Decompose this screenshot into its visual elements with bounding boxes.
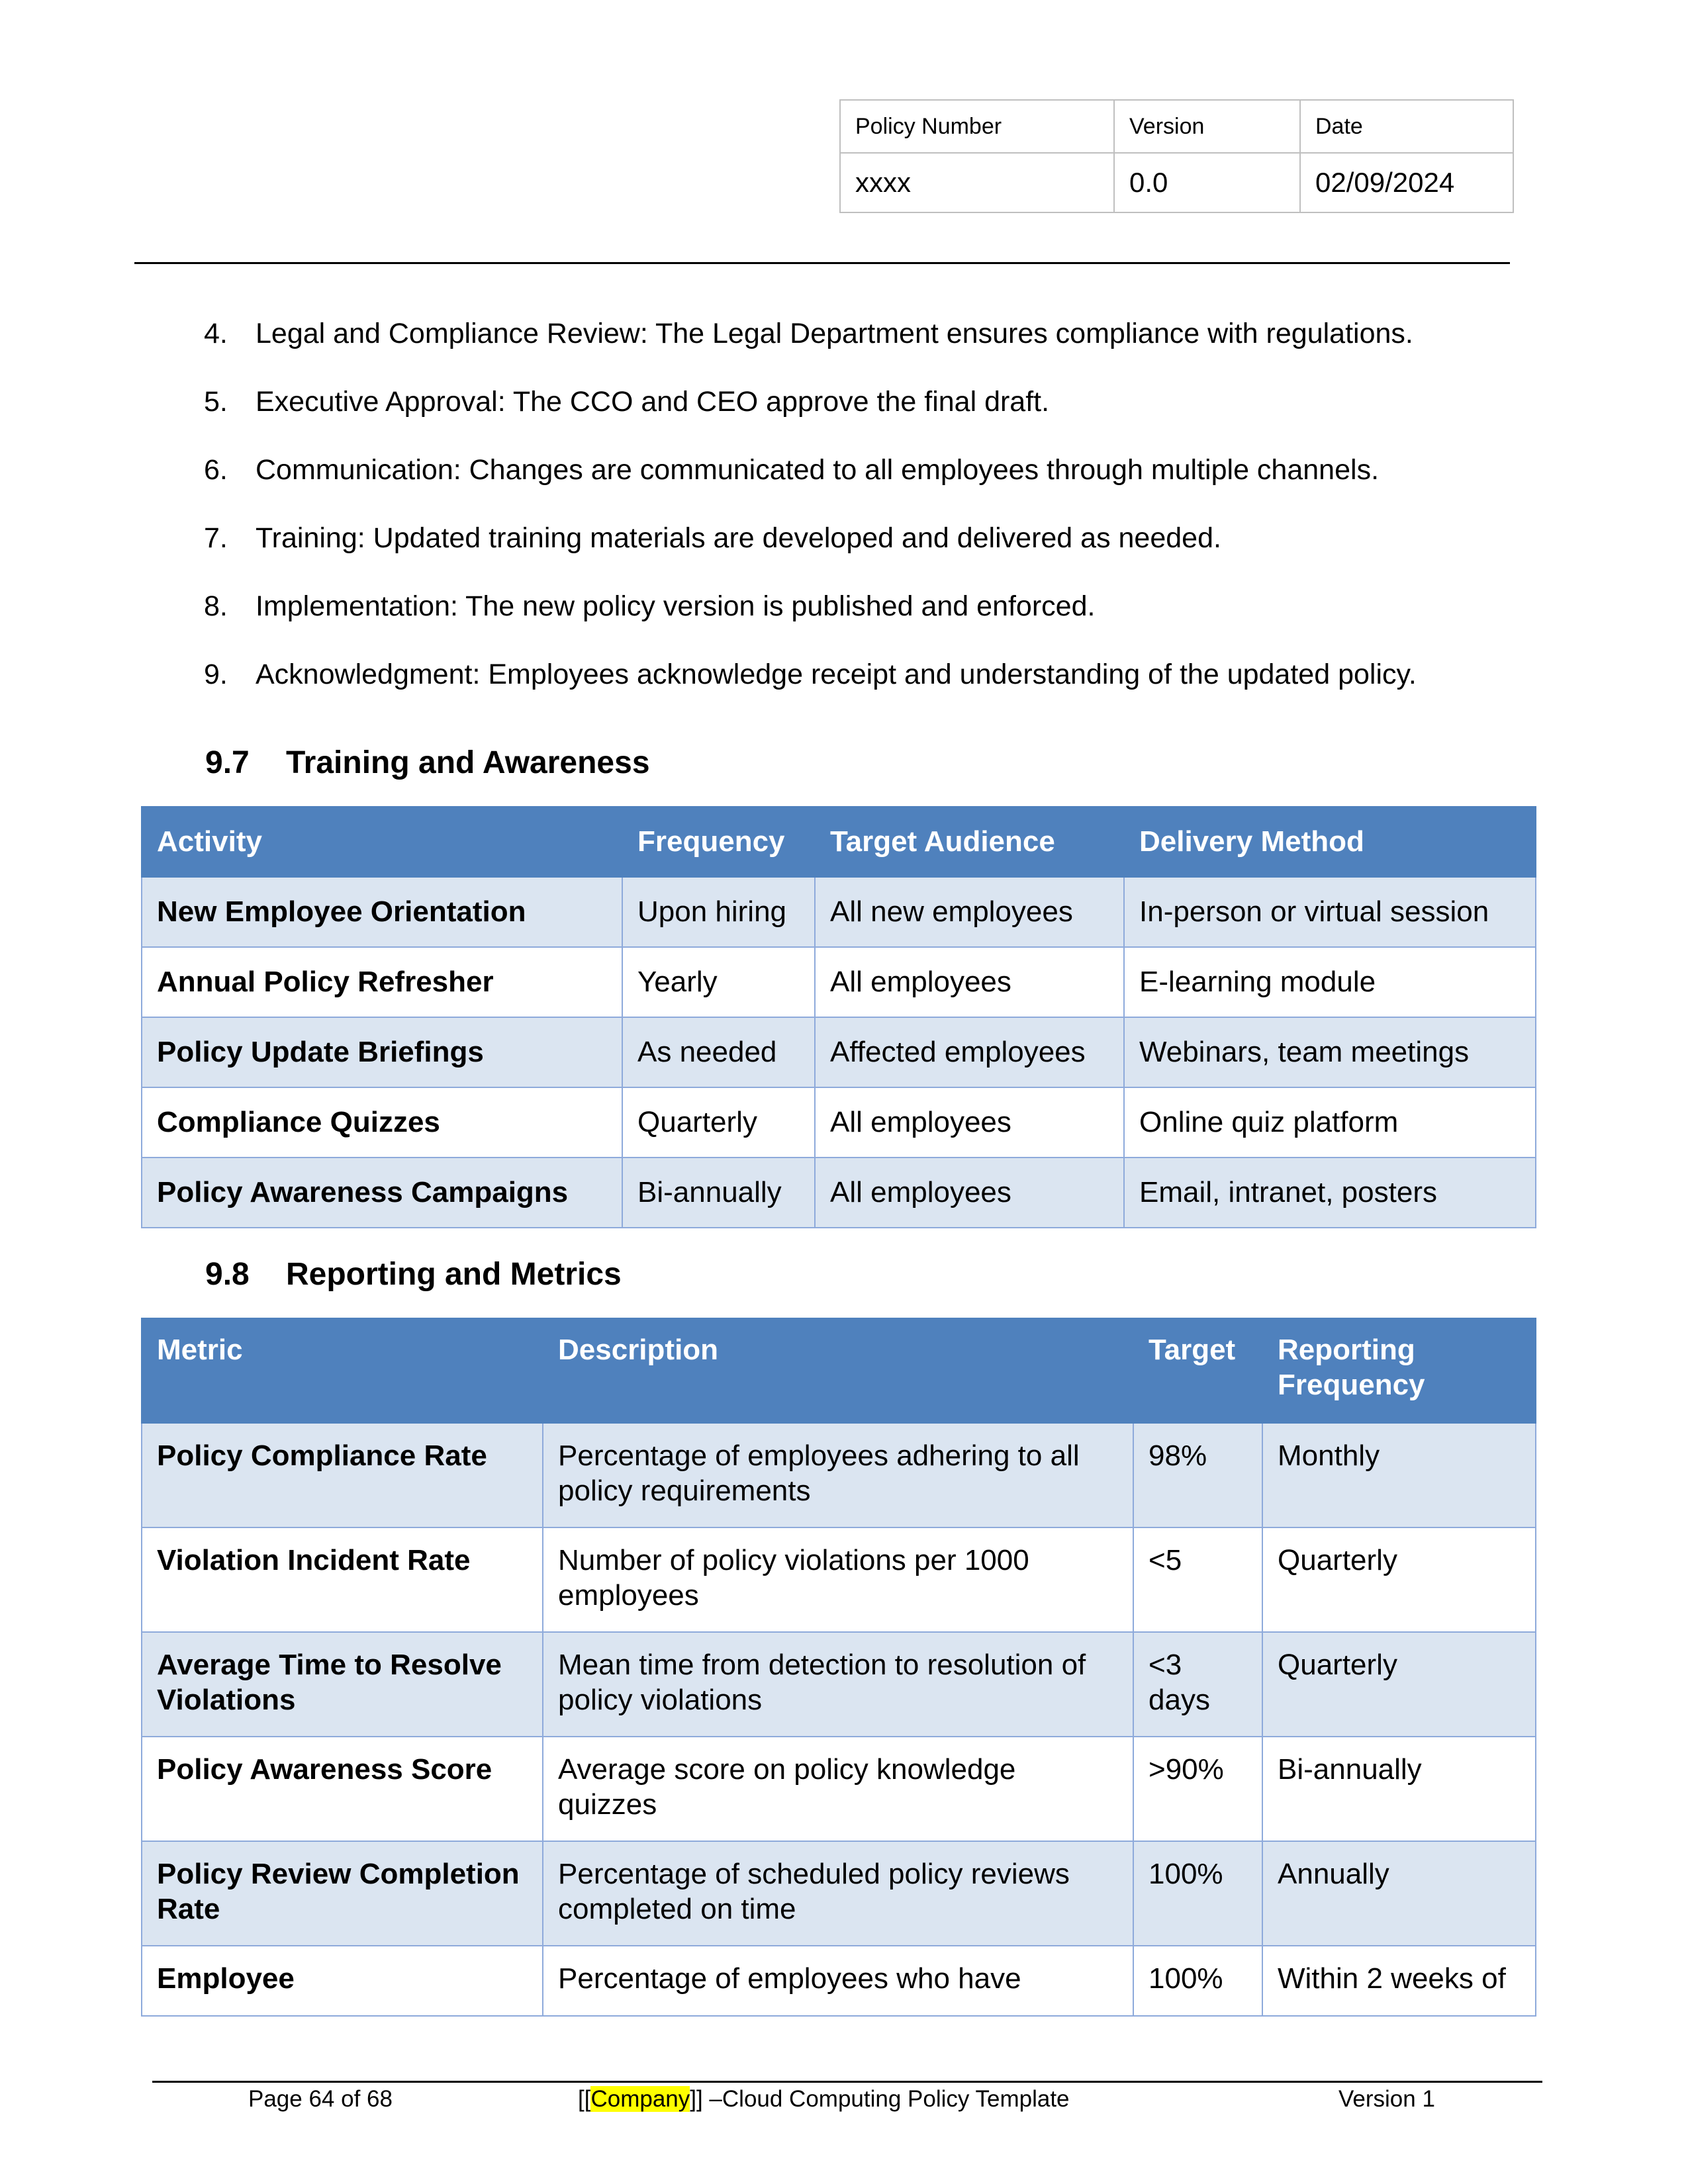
table-row bbox=[142, 1841, 1536, 1946]
column-header-reporting-frequency: Reporting Frequency bbox=[1262, 1318, 1536, 1423]
column-header-frequency: Frequency bbox=[622, 807, 815, 877]
table-cell: Upon hiring bbox=[622, 877, 815, 947]
table-row bbox=[142, 1017, 1536, 1087]
list-item bbox=[204, 385, 1417, 453]
policy-meta-value-row bbox=[840, 153, 1513, 212]
list-item bbox=[204, 521, 1417, 589]
table-cell: <5 bbox=[1133, 1527, 1262, 1632]
date-value: 02/09/2024 bbox=[1300, 153, 1513, 212]
table-cell: >90% bbox=[1133, 1737, 1262, 1841]
column-header-description: Description bbox=[543, 1318, 1133, 1423]
table-cell: Webinars, team meetings bbox=[1124, 1017, 1536, 1087]
table-row bbox=[142, 947, 1536, 1017]
table-cell: All employees bbox=[815, 1087, 1124, 1158]
table-cell: Annual Policy Refresher bbox=[142, 947, 622, 1017]
table-cell: Online quiz platform bbox=[1124, 1087, 1536, 1158]
header-divider bbox=[134, 262, 1510, 264]
table-cell: Quarterly bbox=[1262, 1632, 1536, 1737]
table-row bbox=[142, 1737, 1536, 1841]
table-cell: Percentage of scheduled policy reviews completed on time bbox=[543, 1841, 1133, 1946]
policy-meta-table bbox=[839, 99, 1514, 213]
table-header-row bbox=[142, 807, 1536, 877]
policy-meta-header-row bbox=[840, 100, 1513, 153]
list-item-number: 9. bbox=[204, 659, 228, 690]
list-item bbox=[204, 657, 1417, 725]
list-item bbox=[204, 316, 1417, 385]
table-cell: Policy Review Completion Rate bbox=[142, 1841, 543, 1946]
table-cell: All employees bbox=[815, 1158, 1124, 1228]
version-label: Version bbox=[1114, 100, 1300, 153]
list-item-number: 8. bbox=[204, 590, 228, 622]
column-header-target: Target bbox=[1133, 1318, 1262, 1423]
table-cell: Email, intranet, posters bbox=[1124, 1158, 1536, 1228]
table-cell: Bi-annually bbox=[622, 1158, 815, 1228]
table-cell: As needed bbox=[622, 1017, 815, 1087]
table-cell: Monthly bbox=[1262, 1423, 1536, 1527]
list-item-text: Training: Updated training materials are developed and delivered as needed. bbox=[256, 522, 1221, 554]
column-header-metric: Metric bbox=[142, 1318, 543, 1423]
section-heading-training bbox=[205, 745, 650, 781]
table-cell: Annually bbox=[1262, 1841, 1536, 1946]
section-title: Reporting and Metrics bbox=[286, 1257, 622, 1292]
table-cell: In-person or virtual session bbox=[1124, 877, 1536, 947]
footer-company-prefix: [[ bbox=[578, 2086, 591, 2112]
table-cell: Quarterly bbox=[622, 1087, 815, 1158]
table-row bbox=[142, 1632, 1536, 1737]
policy-number-label: Policy Number bbox=[840, 100, 1114, 153]
table-cell: Number of policy violations per 1000 employees bbox=[543, 1527, 1133, 1632]
training-awareness-table bbox=[141, 806, 1536, 1228]
table-cell: 100% bbox=[1133, 1946, 1262, 2016]
column-header-delivery-method: Delivery Method bbox=[1124, 807, 1536, 877]
table-cell: All employees bbox=[815, 947, 1124, 1017]
column-header-activity: Activity bbox=[142, 807, 622, 877]
table-cell: Average Time to Resolve Violations bbox=[142, 1632, 543, 1737]
list-item-text: Communication: Changes are communicated to all employees through multiple channels. bbox=[256, 454, 1380, 486]
table-cell: Within 2 weeks of bbox=[1262, 1946, 1536, 2016]
section-heading-metrics bbox=[205, 1256, 622, 1293]
table-cell: Compliance Quizzes bbox=[142, 1087, 622, 1158]
list-item bbox=[204, 589, 1417, 657]
footer-document-title bbox=[578, 2086, 1070, 2113]
policy-number-value: xxxx bbox=[840, 153, 1114, 212]
table-cell: 100% bbox=[1133, 1841, 1262, 1946]
list-item-text: Implementation: The new policy version is published and enforced. bbox=[256, 590, 1096, 622]
table-cell: Mean time from detection to resolution of policy violations bbox=[543, 1632, 1133, 1737]
table-cell: Quarterly bbox=[1262, 1527, 1536, 1632]
table-cell: All new employees bbox=[815, 877, 1124, 947]
footer-page-number: Page 64 of 68 bbox=[248, 2086, 393, 2112]
review-steps-list bbox=[204, 316, 1417, 725]
table-cell: Violation Incident Rate bbox=[142, 1527, 543, 1632]
table-row bbox=[142, 1158, 1536, 1228]
table-cell: Policy Awareness Score bbox=[142, 1737, 543, 1841]
date-label: Date bbox=[1300, 100, 1513, 153]
table-cell: E-learning module bbox=[1124, 947, 1536, 1017]
list-item bbox=[204, 453, 1417, 521]
table-header-row bbox=[142, 1318, 1536, 1423]
table-row bbox=[142, 1087, 1536, 1158]
footer-divider bbox=[152, 2081, 1542, 2083]
list-item-number: 4. bbox=[204, 318, 228, 349]
table-cell: Affected employees bbox=[815, 1017, 1124, 1087]
section-number: 9.8 bbox=[205, 1257, 250, 1292]
footer-company-placeholder: Company bbox=[590, 2086, 690, 2112]
list-item-text: Legal and Compliance Review: The Legal Department ensures compliance with regulations. bbox=[256, 318, 1413, 349]
list-item-text: Acknowledgment: Employees acknowledge receipt and understanding of the updated policy. bbox=[256, 659, 1417, 690]
list-item-number: 5. bbox=[204, 386, 228, 418]
table-row bbox=[142, 877, 1536, 947]
list-item-number: 6. bbox=[204, 454, 228, 486]
list-item-number: 7. bbox=[204, 522, 228, 554]
table-row bbox=[142, 1946, 1536, 2016]
table-cell: Policy Update Briefings bbox=[142, 1017, 622, 1087]
list-item-text: Executive Approval: The CCO and CEO approve the final draft. bbox=[256, 386, 1050, 418]
table-cell: <3 days bbox=[1133, 1632, 1262, 1737]
table-cell: Policy Compliance Rate bbox=[142, 1423, 543, 1527]
table-cell: 98% bbox=[1133, 1423, 1262, 1527]
section-number: 9.7 bbox=[205, 745, 250, 780]
reporting-metrics-table bbox=[141, 1318, 1536, 2017]
table-row bbox=[142, 1423, 1536, 1527]
table-cell: Policy Awareness Campaigns bbox=[142, 1158, 622, 1228]
table-cell: Percentage of employees who have bbox=[543, 1946, 1133, 2016]
table-cell: Employee bbox=[142, 1946, 543, 2016]
table-cell: Yearly bbox=[622, 947, 815, 1017]
table-cell: Average score on policy knowledge quizzes bbox=[543, 1737, 1133, 1841]
version-value: 0.0 bbox=[1114, 153, 1300, 212]
footer-version: Version 1 bbox=[1338, 2086, 1435, 2112]
table-cell: Bi-annually bbox=[1262, 1737, 1536, 1841]
footer-title-text: ]] –Cloud Computing Policy Template bbox=[690, 2086, 1070, 2112]
table-row bbox=[142, 1527, 1536, 1632]
section-title: Training and Awareness bbox=[286, 745, 650, 780]
column-header-target-audience: Target Audience bbox=[815, 807, 1124, 877]
table-cell: Percentage of employees adhering to all policy requirements bbox=[543, 1423, 1133, 1527]
table-cell: New Employee Orientation bbox=[142, 877, 622, 947]
